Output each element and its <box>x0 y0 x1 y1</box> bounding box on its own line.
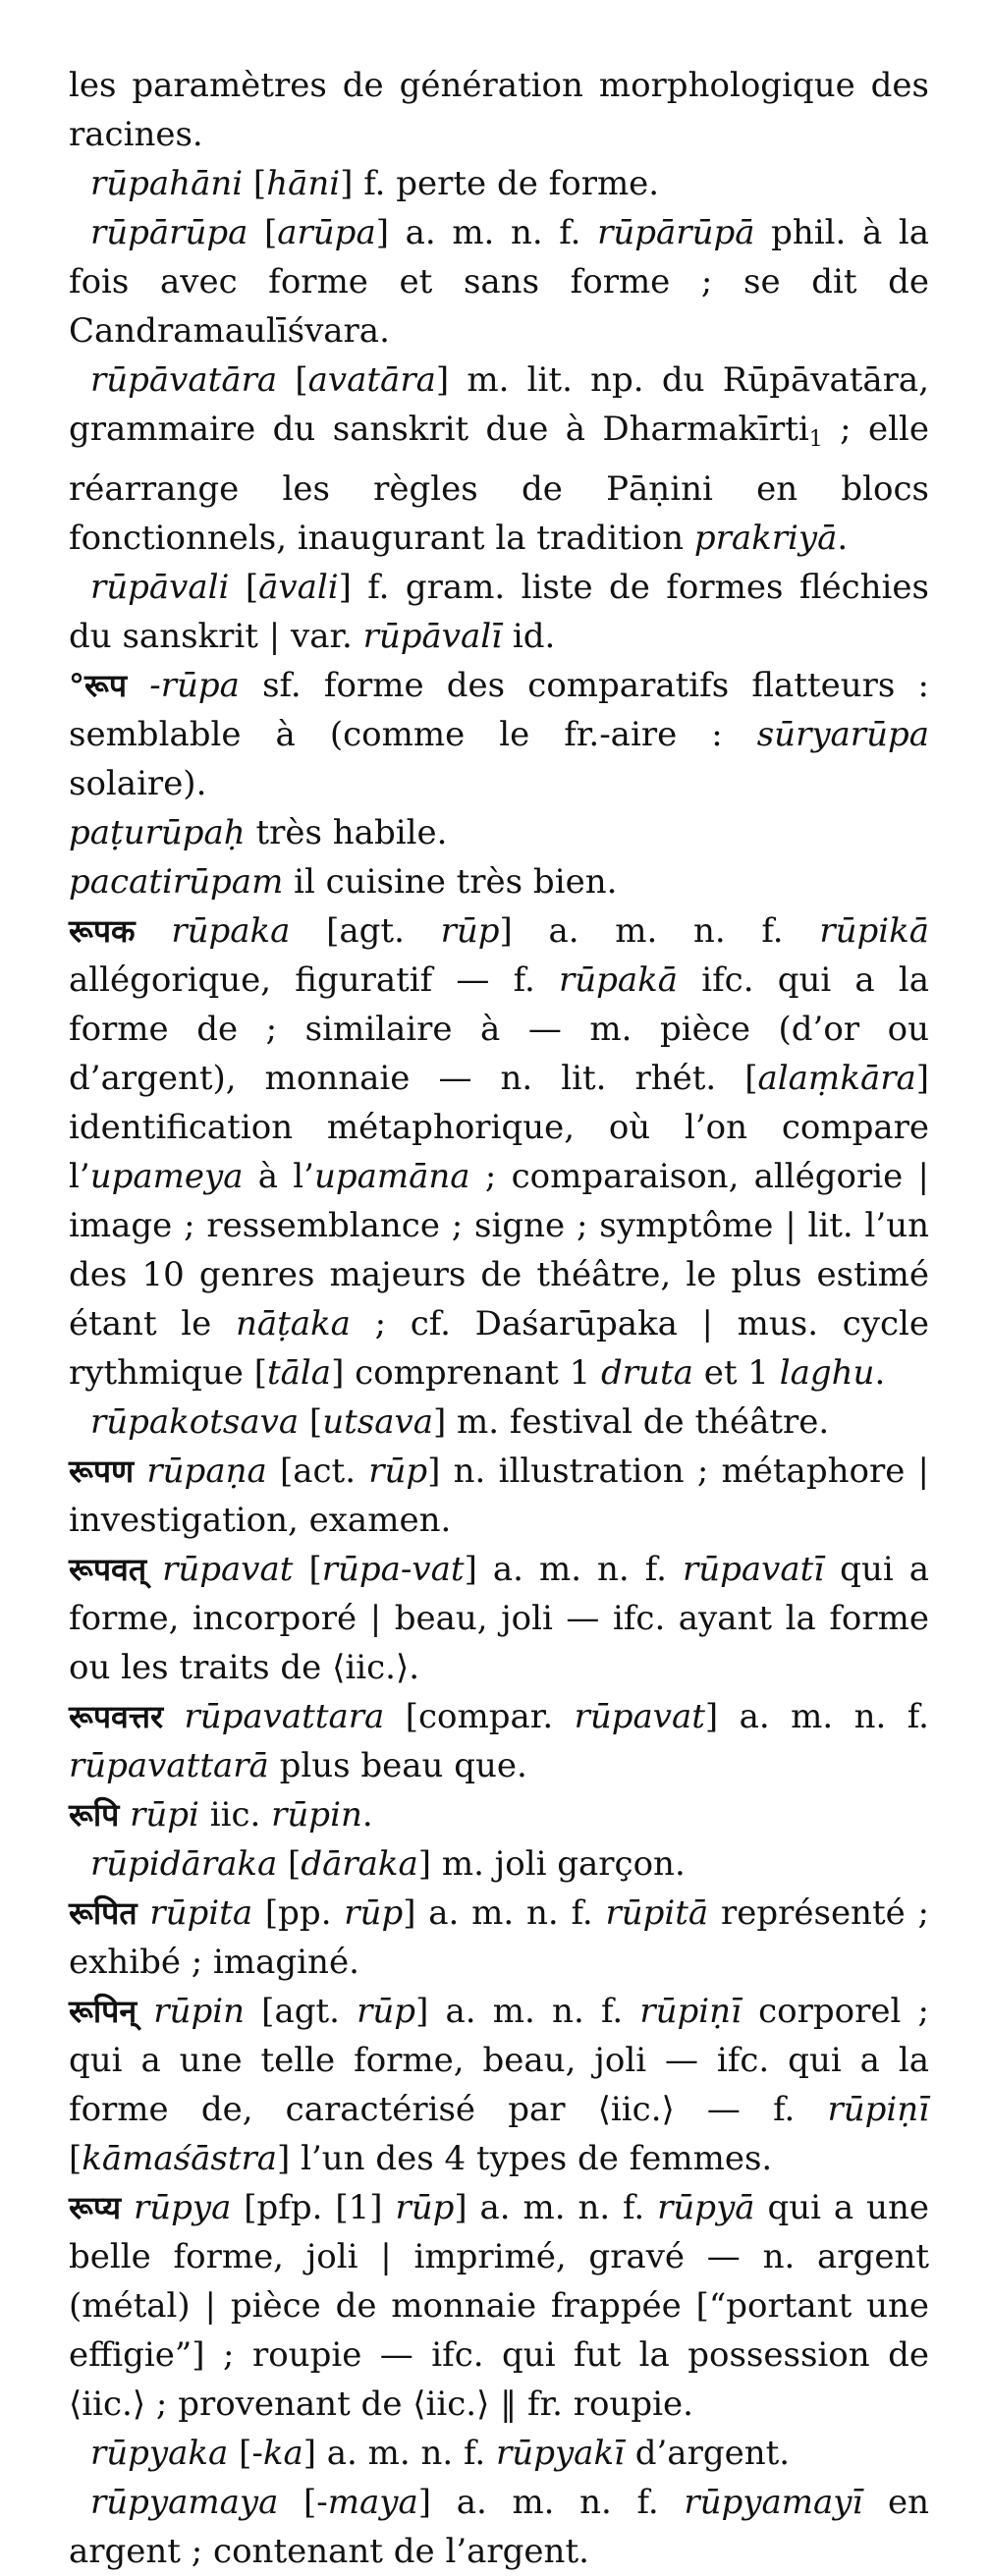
entry-text: [pp. <box>252 1893 345 1933</box>
entry-text: ] a. m. n. f. <box>454 2188 658 2227</box>
italic-term: dāraka <box>301 1844 418 1884</box>
entry-text <box>163 1697 184 1736</box>
dictionary-entry <box>69 2183 929 2429</box>
dictionary-entry <box>69 159 929 208</box>
entry-text: ] m. lit. np. du Rūpāvatāra, grammaire du sanskrit due à Dharmakīrti <box>69 360 929 449</box>
devanagari-headword: °रूप <box>69 667 128 704</box>
italic-term: rūp <box>344 1893 404 1933</box>
entry-text: il cuisine très bien. <box>283 862 618 902</box>
entry-text: [agt. <box>244 1992 358 2031</box>
entry-text: ] identification métaphorique, où l’on compare l’ <box>69 1059 929 1196</box>
entry-text: qui a une belle forme, joli | imprimé, gravé — n. argent (métal) | pièce de monnaie frappée [“portant une effigie”] ; roupie — ifc. qui fut la possession de ⟨iic.⟩ ; provenant de ⟨iic.⟩ ‖ fr. roupie. <box>69 2188 929 2424</box>
italic-term: hāni <box>266 164 341 203</box>
italic-term: rūpārūpā <box>597 213 755 252</box>
italic-term: tāla <box>267 1353 332 1393</box>
dictionary-entry <box>69 1545 929 1692</box>
entry-text: plus beau que. <box>268 1746 527 1785</box>
entry-text: ] a. m. n. f. <box>403 1893 606 1933</box>
entry-text: [ <box>277 360 308 400</box>
italic-term: rūpāvali <box>90 568 230 607</box>
entry-text: à l’ <box>243 1157 314 1196</box>
entry-text: en argent ; contenant de l’argent. <box>69 2483 929 2571</box>
italic-term: rūp <box>368 1452 428 1491</box>
italic-term: upamāna <box>313 1157 470 1196</box>
dictionary-entry <box>69 1790 929 1839</box>
italic-term: āvali <box>258 568 339 607</box>
italic-term: rūpidāraka <box>90 1844 278 1884</box>
entry-text: ] a. m. n. f. <box>704 1697 929 1736</box>
entry-text <box>121 2188 134 2227</box>
entry-text <box>127 666 149 705</box>
italic-term: rūpaṇa <box>146 1452 267 1491</box>
italic-term: maya <box>327 2483 418 2522</box>
italic-term: pacatirūpam <box>69 862 284 902</box>
dictionary-entry <box>69 661 929 808</box>
italic-term: rūpyamaya <box>90 2483 279 2522</box>
entry-text: ; elle réarrange les règles de Pāṇini en blocs fonctionnels, inaugurant la tradition <box>69 410 929 558</box>
italic-term: rūpahāni <box>90 164 244 203</box>
entry-text: ] a. m. n. f. <box>417 2483 685 2522</box>
entry-text: ] m. festival de théâtre. <box>432 1402 830 1442</box>
devanagari-headword: रूपण <box>69 1452 135 1490</box>
entry-text: ] a. m. n. f. <box>375 213 598 252</box>
entry-text: ifc. qui a la forme de ; similaire à — m. pièce (d’or ou d’argent), monnaie — n. lit. rhét. [ <box>69 960 929 1098</box>
italic-term: rūpavattarā <box>69 1746 269 1785</box>
entry-text: solaire). <box>69 764 207 803</box>
dictionary-entry <box>69 2429 929 2478</box>
italic-term: upameya <box>89 1157 244 1196</box>
entry-text <box>134 1452 146 1491</box>
entry-text <box>138 1893 150 1933</box>
dictionary-entry <box>69 208 929 356</box>
dictionary-entry <box>69 2478 929 2576</box>
devanagari-headword: रूपवत् <box>69 1551 147 1588</box>
dictionary-entry <box>69 906 929 1398</box>
entry-text: très habile. <box>245 813 448 852</box>
entry-text: phil. à la fois avec forme et sans forme ; se dit de Candramaulīśvara. <box>69 213 929 351</box>
italic-term: paṭurūpaḥ <box>69 813 246 852</box>
entry-text: ] l’un des 4 types de femmes. <box>277 2139 773 2178</box>
italic-term: rūpikā <box>819 911 929 951</box>
italic-term: alaṃkāra <box>757 1059 916 1098</box>
devanagari-headword: रूपिन् <box>69 1993 138 2030</box>
dictionary-entry <box>69 61 929 159</box>
entry-text: [pfp. [1] <box>231 2188 396 2227</box>
entry-text: ] n. illustration ; métaphore | investigation, examen. <box>69 1452 929 1540</box>
italic-term: -rūpa <box>149 666 240 705</box>
italic-term: rūpyā <box>657 2188 755 2227</box>
italic-term: rūp <box>357 1992 416 2031</box>
italic-term: rūpaka <box>171 911 291 951</box>
entry-text <box>137 1992 153 2031</box>
entry-text: [agt. <box>290 911 441 951</box>
italic-term: rūpavat <box>162 1550 294 1589</box>
entry-text: . <box>361 1795 373 1835</box>
subscript: 1 <box>808 427 823 452</box>
entry-text: . <box>837 519 849 558</box>
devanagari-headword: रूप्य <box>69 2189 122 2226</box>
italic-term: sūryarūpa <box>756 715 929 754</box>
entry-text: ] a. m. n. f. <box>415 1992 640 2031</box>
dictionary-entry <box>69 1692 929 1790</box>
entry-text: id. <box>502 617 556 656</box>
italic-term: rūpāvalī <box>362 617 503 656</box>
entry-text: sf. forme des comparatifs flatteurs : semblable à (comme le fr.-aire : <box>69 666 929 754</box>
entry-text: [compar. <box>384 1697 575 1736</box>
italic-term: rūpita <box>149 1893 253 1933</box>
italic-term: rūpin <box>153 1992 245 2031</box>
entry-text: ; comparaison, allégorie | image ; ressemblance ; signe ; symptôme | lit. l’un des 10 genres majeurs de théâtre, le plus estimé étant le <box>69 1157 929 1343</box>
italic-term: rūpavattara <box>184 1697 385 1736</box>
italic-term: prakriyā <box>693 519 838 558</box>
entry-text <box>146 1550 162 1589</box>
italic-term: rūpavat <box>574 1697 705 1736</box>
dictionary-entry <box>69 563 929 661</box>
dictionary-entry <box>69 1987 929 2183</box>
italic-term: rūpakā <box>558 960 679 1000</box>
italic-term: rūpyakī <box>496 2434 625 2473</box>
italic-term: ka <box>262 2434 303 2473</box>
dictionary-entry <box>69 1398 929 1447</box>
dictionary-entry <box>69 1839 929 1889</box>
entry-text: ] m. joli garçon. <box>417 1844 686 1884</box>
entry-text: [ <box>229 568 259 607</box>
dictionary-entry <box>69 1447 929 1545</box>
entry-text: [ <box>69 2139 82 2178</box>
italic-term: nāṭaka <box>235 1304 351 1343</box>
entry-text: [ <box>293 1550 322 1589</box>
italic-term: rūpiṇī <box>639 1992 742 2031</box>
italic-term: rūpya <box>133 2188 232 2227</box>
entry-text: ] a. m. n. f. <box>464 1550 683 1589</box>
entry-text: allégorique, figuratif — f. <box>69 960 559 1000</box>
entry-text: ] f. perte de forme. <box>340 164 660 203</box>
entry-text: et 1 <box>692 1353 780 1393</box>
italic-term: rūpin <box>271 1795 362 1835</box>
entry-text: [ <box>243 164 267 203</box>
italic-term: rūpāvatāra <box>90 360 278 400</box>
italic-term: rūpiṇī <box>827 2090 929 2129</box>
dictionary-entry <box>69 1889 929 1987</box>
devanagari-headword: रूपवत्तर <box>69 1698 164 1735</box>
entry-text: [ <box>299 1402 323 1442</box>
entry-text: d’argent. <box>624 2434 791 2473</box>
italic-term: rūpi <box>130 1795 199 1835</box>
entry-text: les paramètres de génération morphologique des racines. <box>69 66 929 154</box>
entry-text: [ <box>277 1844 302 1884</box>
entry-text: [act. <box>266 1452 369 1491</box>
italic-term: druta <box>601 1353 693 1393</box>
entry-text: [- <box>278 2483 328 2522</box>
devanagari-headword: रूपि <box>69 1796 120 1834</box>
italic-term: avatāra <box>307 360 436 400</box>
italic-term: utsava <box>322 1402 433 1442</box>
entry-text <box>119 1795 130 1835</box>
entry-text: ; cf. Daśarūpaka | mus. cycle rythmique [ <box>69 1304 929 1393</box>
italic-term: laghu <box>779 1353 875 1393</box>
entry-text: ] a. m. n. f. <box>302 2434 497 2473</box>
italic-term: rūp <box>440 911 500 951</box>
italic-term: rūpitā <box>605 1893 709 1933</box>
dictionary-entry <box>69 808 929 857</box>
entry-text <box>136 911 172 951</box>
entry-text: iic. <box>198 1795 272 1835</box>
entry-text: représenté ; exhibé ; imaginé. <box>69 1893 929 1982</box>
entry-text: ] a. m. n. f. <box>499 911 820 951</box>
italic-term: arūpa <box>277 213 376 252</box>
entry-text: qui a forme, incorporé | beau, joli — ifc. ayant la forme ou les traits de ⟨iic.⟩. <box>69 1550 930 1687</box>
italic-term: rūp <box>395 2188 455 2227</box>
italic-term: kāmaśāstra <box>82 2139 278 2178</box>
entry-text: corporel ; qui a une telle forme, beau, joli — ifc. qui a la forme de, caractérisé par ⟨iic.⟩ — f. <box>69 1992 929 2129</box>
italic-term: rūpyamayī <box>684 2483 863 2522</box>
devanagari-headword: रूपित <box>69 1894 138 1932</box>
italic-term: rūpārūpa <box>90 213 248 252</box>
entry-text: ] comprenant 1 <box>331 1353 602 1393</box>
entry-text: [- <box>228 2434 263 2473</box>
entry-text: . <box>874 1353 886 1393</box>
italic-term: rūpakotsava <box>90 1402 300 1442</box>
entry-text: ] f. gram. liste de formes fléchies du sanskrit | var. <box>69 568 930 656</box>
italic-term: rūpavatī <box>682 1550 825 1589</box>
devanagari-headword: रूपक <box>69 912 136 950</box>
dictionary-entry <box>69 356 929 563</box>
entry-text: [ <box>248 213 278 252</box>
dictionary-entry <box>69 857 929 906</box>
italic-term: rūpa-vat <box>321 1550 465 1589</box>
italic-term: rūpyaka <box>90 2434 229 2473</box>
